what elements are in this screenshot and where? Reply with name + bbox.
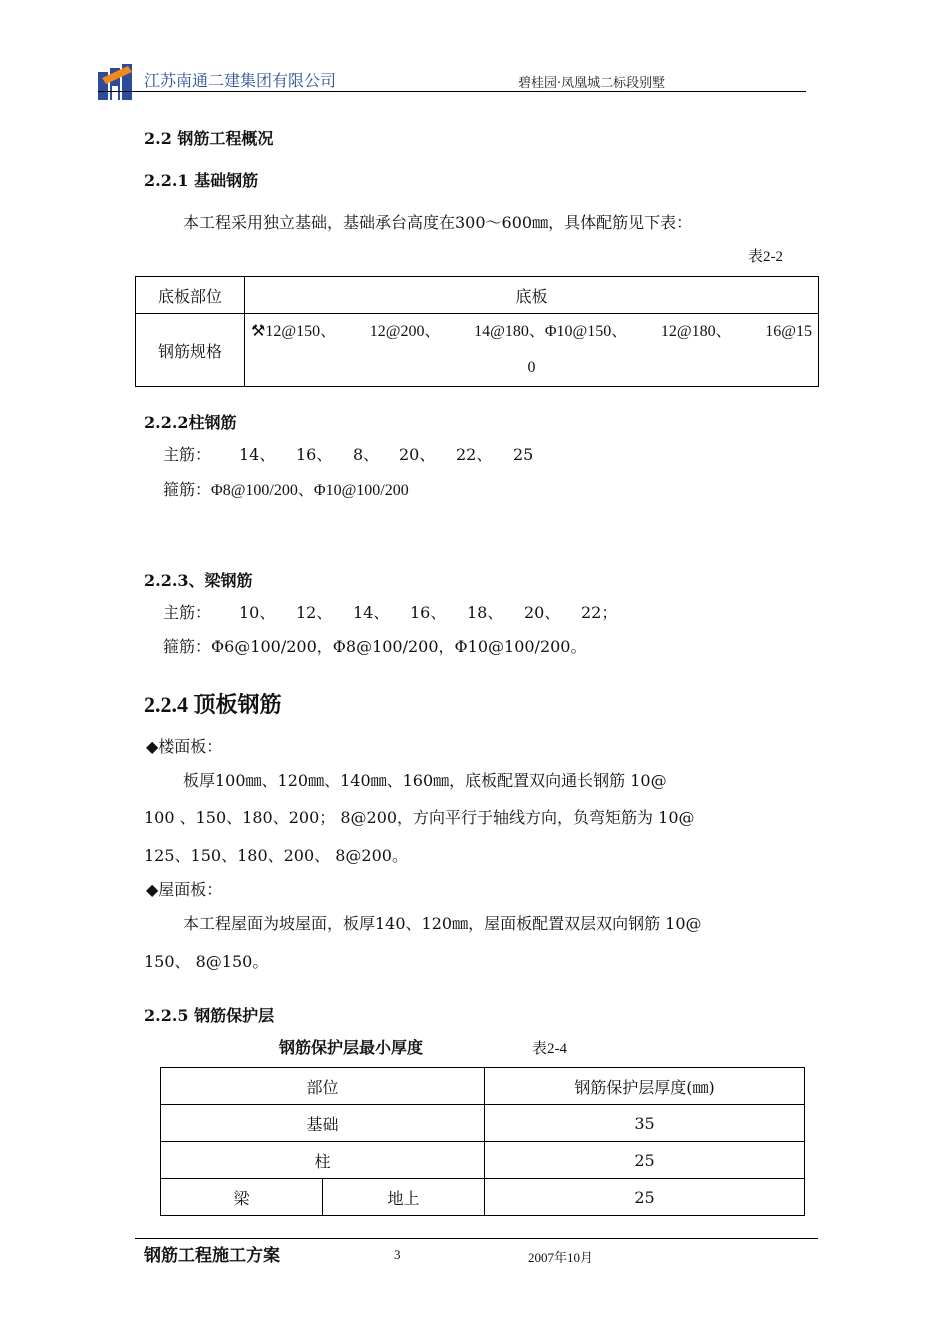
- table-row: [161, 1179, 805, 1216]
- column-stirrups: 箍筋：Φ8@100/200、Φ10@100/200: [163, 482, 409, 499]
- table-cell: [245, 314, 819, 387]
- table-cell: 底板: [245, 277, 819, 314]
- table-header-cell: 部位: [161, 1068, 485, 1105]
- footer-date: 2007年10月: [528, 1250, 594, 1265]
- table-2-4-label: 表2-4: [532, 1041, 567, 1057]
- section-2-2-4-title: 2.2.4 顶板钢筋: [144, 692, 282, 717]
- footer-divider: [135, 1238, 818, 1239]
- spec-item: 0: [527, 359, 536, 376]
- table-cell: 柱: [161, 1142, 485, 1179]
- beam-stirrups: 箍筋：Φ6@100/200，Φ8@100/200，Φ10@100/200。: [163, 637, 587, 656]
- table-row: [161, 1142, 805, 1179]
- column-main-bars: 主筋： 14、 16、 8、 20、 22、 25: [163, 445, 534, 464]
- table-cell: 35: [485, 1105, 805, 1142]
- rebar-symbol-icon: ⚒12@150、: [251, 323, 337, 340]
- section-2-2-1-title: 2.2.1 基础钢筋: [144, 171, 259, 190]
- rebar-cover-table: [160, 1067, 805, 1216]
- roof-slab-heading: ◆屋面板：: [146, 880, 223, 899]
- roof-slab-line-1: 本工程屋面为坡屋面，板厚140、120㎜，屋面板配置双层双向钢筋 10@: [183, 914, 702, 933]
- table-cell: 25: [485, 1142, 805, 1179]
- project-name: 碧桂园·凤凰城二标段别墅: [518, 76, 666, 91]
- table-cell: 地上: [323, 1179, 485, 1216]
- company-logo: [98, 64, 134, 100]
- header-divider: [98, 91, 806, 92]
- company-name: 江苏南通二建集团有限公司: [144, 71, 337, 90]
- floor-slab-line-2: 100 、150、180、200； 8@200，方向平行于轴线方向，负弯矩筋为 10@: [144, 808, 695, 827]
- section-2-2-2-title: 2.2.2柱钢筋: [144, 413, 237, 432]
- spec-item: 16@15: [765, 323, 812, 340]
- floor-slab-line-3: 125、150、180、200、 8@200。: [144, 846, 408, 865]
- table-row: [136, 277, 819, 314]
- table-cell: 钢筋规格: [136, 314, 245, 387]
- table-cell: 25: [485, 1179, 805, 1216]
- section-2-2-3-title: 2.2.3、梁钢筋: [144, 571, 253, 590]
- spec-item: 12@180、: [660, 323, 732, 340]
- table-row: [136, 314, 819, 387]
- cover-table-title: 钢筋保护层最小厚度: [279, 1038, 424, 1057]
- table-header-cell: 钢筋保护层厚度(㎜): [485, 1068, 805, 1105]
- table-cell: 底板部位: [136, 277, 245, 314]
- spec-item: 12@200、: [369, 323, 441, 340]
- table-cell: 梁: [161, 1179, 323, 1216]
- table-2-2-label: 表2-2: [748, 249, 783, 265]
- section-2-2-title: 2.2 钢筋工程概况: [144, 129, 274, 148]
- spec-item: 14@180、Φ10@150、: [474, 323, 628, 340]
- floor-slab-heading: ◆楼面板：: [146, 737, 223, 756]
- table-row: [161, 1105, 805, 1142]
- foundation-rebar-table: [135, 276, 819, 387]
- roof-slab-line-2: 150、 8@150。: [144, 952, 269, 971]
- section-2-2-1-text: 本工程采用独立基础，基础承台高度在300～600㎜，具体配筋见下表：: [183, 213, 693, 232]
- floor-slab-line-1: 板厚100㎜、120㎜、140㎜、160㎜，底板配置双向通长钢筋 10@: [183, 771, 667, 790]
- beam-main-bars: 主筋： 10、 12、 14、 16、 18、 20、 22；: [163, 603, 618, 622]
- page-number: 3: [394, 1247, 401, 1262]
- footer-title: 钢筋工程施工方案: [144, 1246, 280, 1266]
- table-row: [161, 1068, 805, 1105]
- section-2-2-5-title: 2.2.5 钢筋保护层: [144, 1006, 275, 1025]
- table-cell: 基础: [161, 1105, 485, 1142]
